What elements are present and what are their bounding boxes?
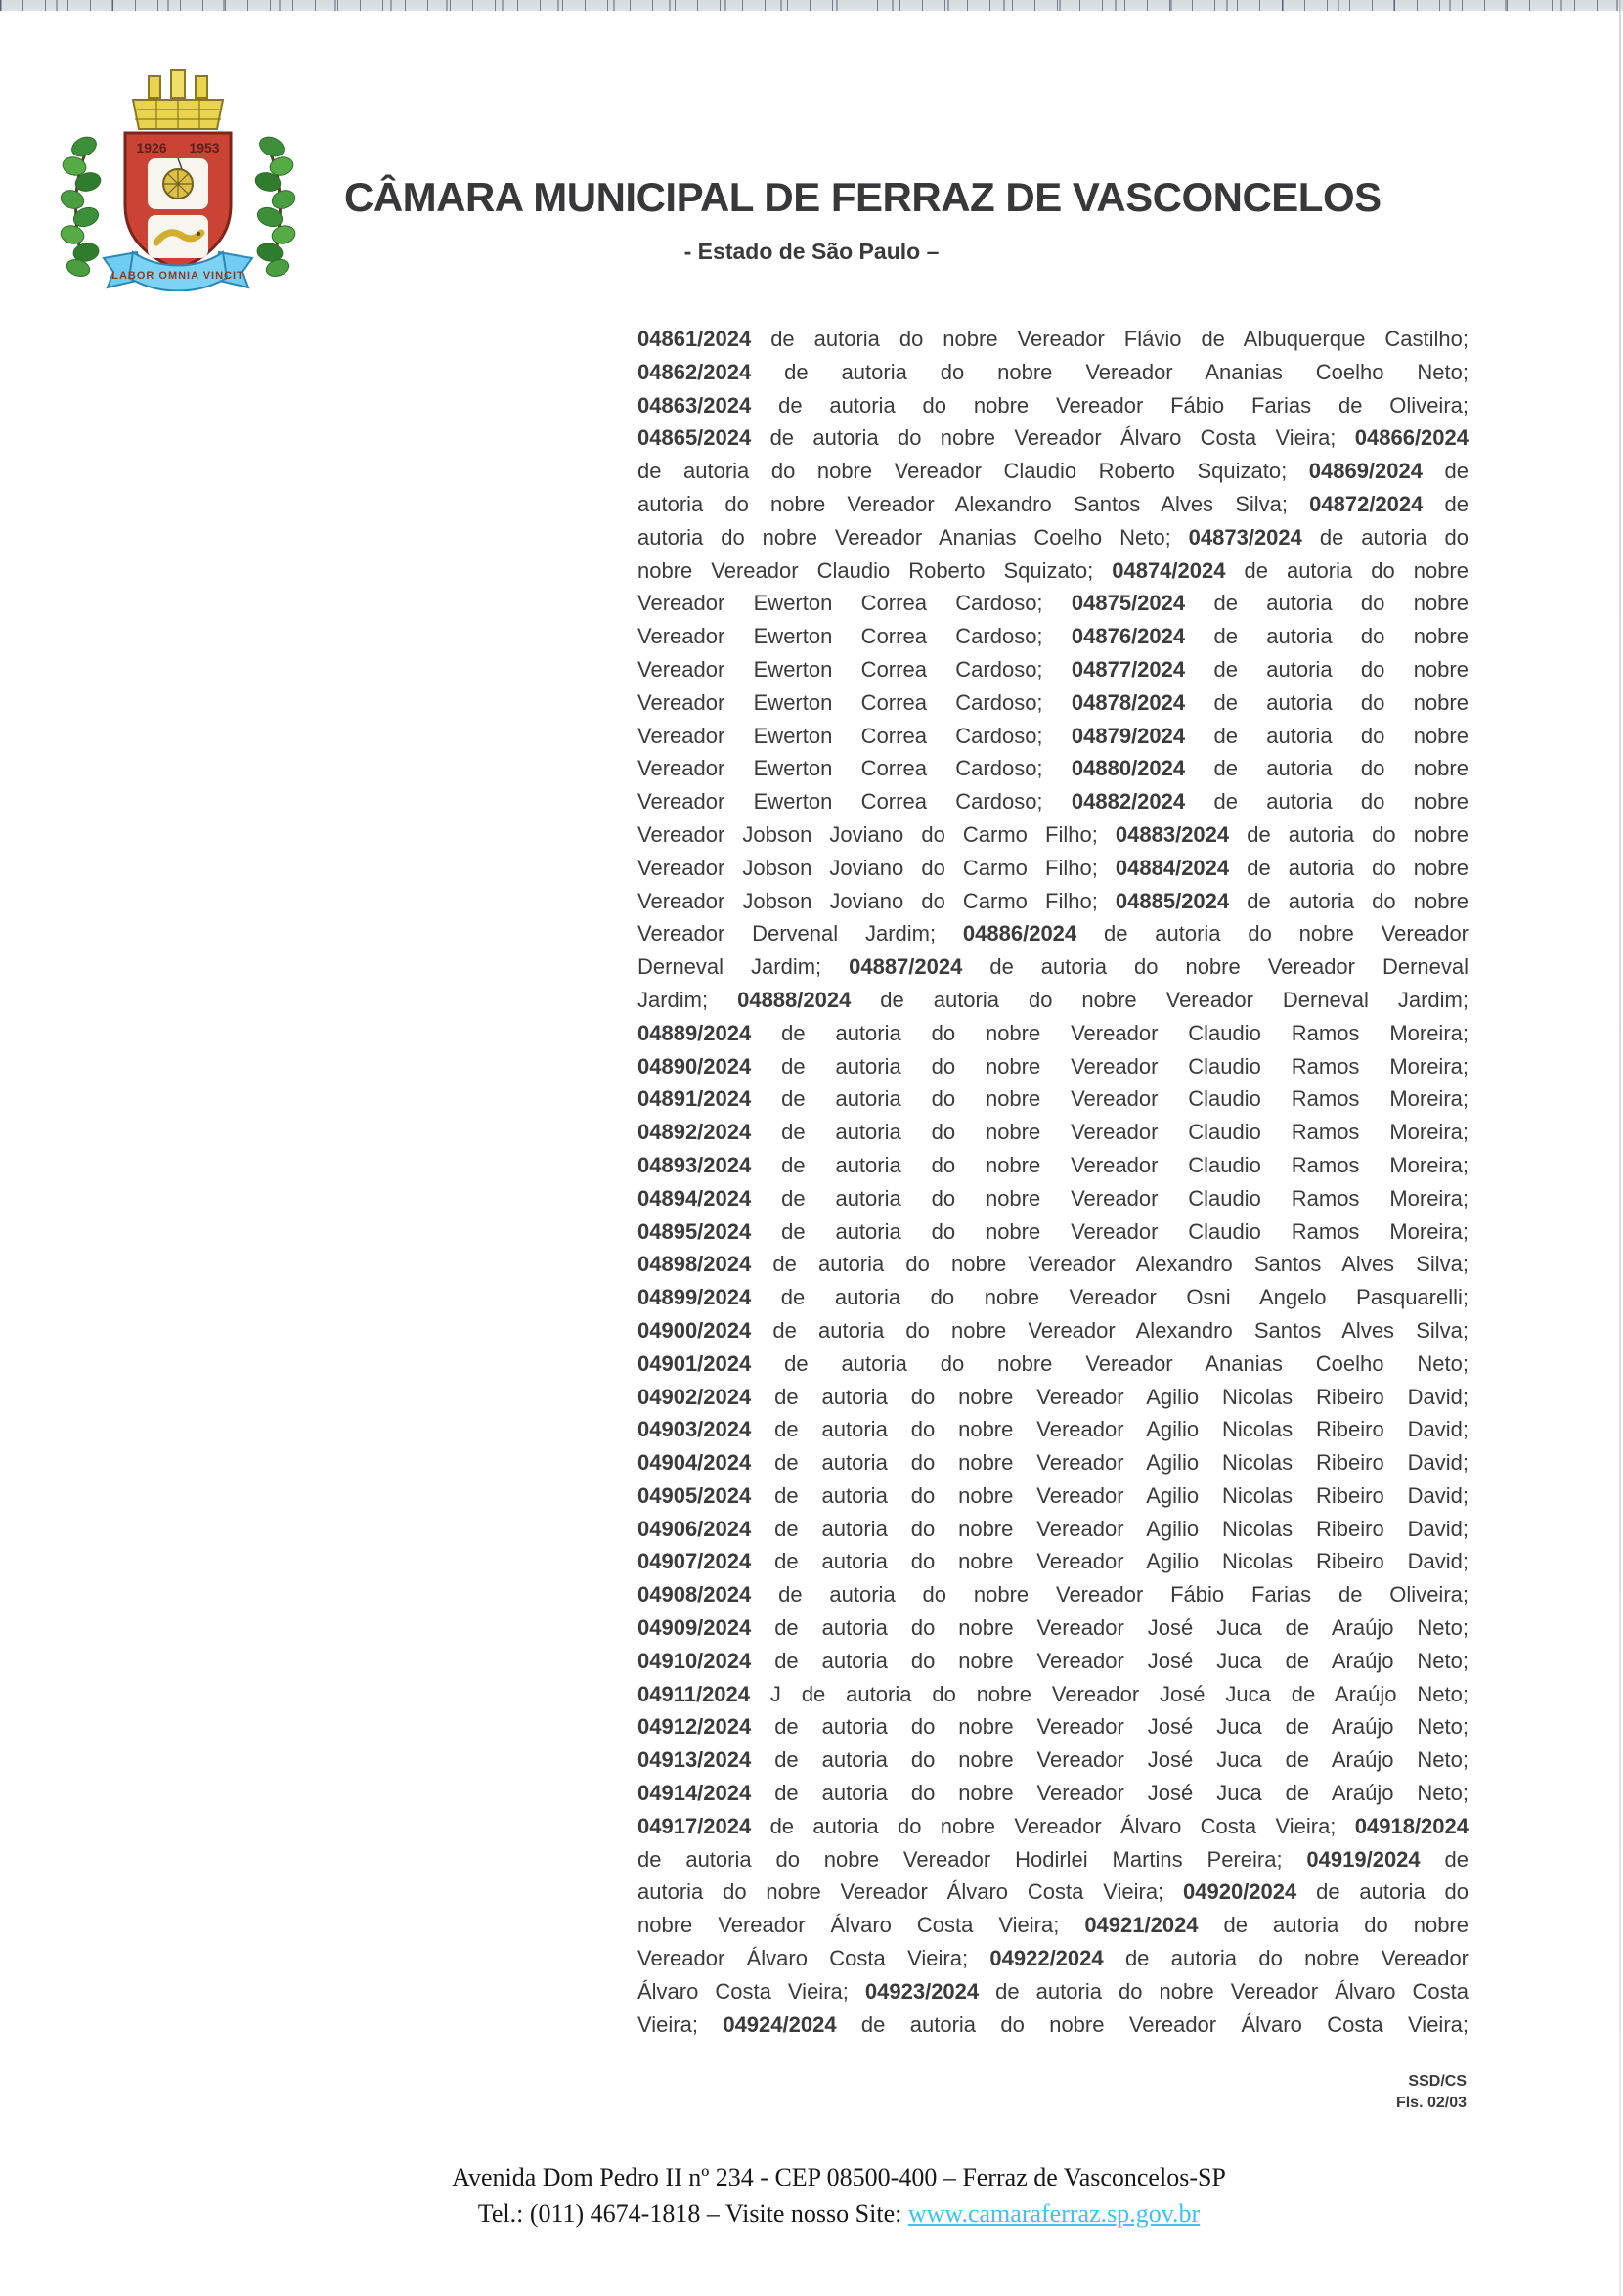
process-number: 04909/2024 <box>637 1615 752 1641</box>
process-number: 04917/2024 <box>637 1813 752 1838</box>
text-line: 04900/2024 de autoria do nobre Vereador Alexandro Santos Alves Silva; <box>637 1317 1469 1343</box>
process-number: 04900/2024 <box>637 1317 752 1343</box>
text-line: de autoria do nobre Vereador Hodirlei Martins Pereira; 04919/2024 de <box>637 1846 1469 1872</box>
process-number: 04924/2024 <box>723 2011 837 2037</box>
text-line: Vereador Ewerton Correa Cardoso; 04880/2024 de autoria do nobre <box>637 756 1469 781</box>
process-number: 04898/2024 <box>637 1252 752 1277</box>
process-number: 04921/2024 <box>1084 1913 1199 1938</box>
text-line: 04911/2024 J de autoria do nobre Vereador José Juca de Araújo Neto; <box>637 1681 1469 1706</box>
process-number: 04891/2024 <box>637 1086 752 1112</box>
process-number: 04901/2024 <box>637 1350 752 1376</box>
text-line: 04903/2024 de autoria do nobre Vereador Agilio Nicolas Ribeiro David; <box>637 1417 1469 1442</box>
text-line: Vereador Ewerton Correa Cardoso; 04876/2024 de autoria do nobre <box>637 624 1469 649</box>
text-line: 04910/2024 de autoria do nobre Vereador José Juca de Araújo Neto; <box>637 1648 1469 1673</box>
text-line: Vereador Dervenal Jardim; 04886/2024 de autoria do nobre Vereador <box>637 921 1469 947</box>
process-number: 04893/2024 <box>637 1152 752 1177</box>
process-number: 04866/2024 <box>1354 425 1469 451</box>
coat-of-arms-icon <box>55 51 301 291</box>
page-title: CÂMARA MUNICIPAL DE FERRAZ DE VASCONCELOS <box>344 174 1382 220</box>
process-number: 04907/2024 <box>637 1549 752 1574</box>
process-number: 04890/2024 <box>637 1053 752 1079</box>
process-number: 04887/2024 <box>849 954 963 980</box>
process-number: 04862/2024 <box>637 359 752 384</box>
process-number: 04892/2024 <box>637 1120 752 1145</box>
text-line: 04899/2024 de autoria do nobre Vereador Osni Angelo Pasquarelli; <box>637 1285 1469 1310</box>
process-number: 04879/2024 <box>1071 723 1186 748</box>
reference-block <box>1396 2071 1467 2114</box>
shield-year-right: 1953 <box>189 140 220 155</box>
process-number: 04863/2024 <box>637 392 752 418</box>
text-line: 04862/2024 de autoria do nobre Vereador Ananias Coelho Neto; <box>637 359 1469 384</box>
process-number: 04902/2024 <box>637 1384 752 1409</box>
process-number: 04872/2024 <box>1309 491 1424 516</box>
process-number: 04903/2024 <box>637 1417 752 1442</box>
text-line: 04892/2024 de autoria do nobre Vereador Claudio Ramos Moreira; <box>637 1120 1469 1145</box>
process-number: 04880/2024 <box>1071 756 1186 781</box>
process-number: 04878/2024 <box>1071 689 1186 715</box>
reference-code: SSD/CS <box>1408 2073 1467 2090</box>
text-line: 04909/2024 de autoria do nobre Vereador José Juca de Araújo Neto; <box>637 1615 1469 1641</box>
text-line: 04863/2024 de autoria do nobre Vereador Fábio Farias de Oliveira; <box>637 392 1469 418</box>
page-number: Fls. 02/03 <box>1395 2095 1467 2111</box>
text-line: 04890/2024 de autoria do nobre Vereador Claudio Ramos Moreira; <box>637 1053 1469 1079</box>
text-line: Vereador Jobson Joviano do Carmo Filho; 04884/2024 de autoria do nobre <box>637 855 1469 880</box>
text-line: Vereador Ewerton Correa Cardoso; 04882/2024 de autoria do nobre <box>637 789 1469 815</box>
process-number: 04883/2024 <box>1115 821 1230 847</box>
text-line: Álvaro Costa Vieira; 04923/2024 de autoria do nobre Vereador Álvaro Costa <box>637 1978 1469 2004</box>
footer-phone: Tel.: (011) 4674-1818 – Visite nosso Site: <box>477 2199 908 2228</box>
text-line: 04865/2024 de autoria do nobre Vereador Álvaro Costa Vieira; 04866/2024 <box>637 425 1469 451</box>
process-number: 04884/2024 <box>1115 855 1230 880</box>
process-number: 04920/2024 <box>1183 1879 1297 1905</box>
text-line: Vereador Jobson Joviano do Carmo Filho; 04883/2024 de autoria do nobre <box>637 821 1469 847</box>
text-line: 04908/2024 de autoria do nobre Vereador Fábio Farias de Oliveira; <box>637 1582 1469 1608</box>
process-number: 04874/2024 <box>1112 557 1226 583</box>
process-number: 04882/2024 <box>1071 789 1186 815</box>
text-line: Vieira; 04924/2024 de autoria do nobre Vereador Álvaro Costa Vieira; <box>637 2011 1469 2037</box>
text-line: 04907/2024 de autoria do nobre Vereador Agilio Nicolas Ribeiro David; <box>637 1549 1469 1574</box>
process-number: 04923/2024 <box>864 1978 980 2004</box>
text-line: 04902/2024 de autoria do nobre Vereador Agilio Nicolas Ribeiro David; <box>637 1384 1469 1409</box>
text-line: Vereador Álvaro Costa Vieira; 04922/2024 de autoria do nobre Vereador <box>637 1946 1469 1971</box>
scan-artifact-top <box>0 0 1623 11</box>
text-line: 04891/2024 de autoria do nobre Vereador Claudio Ramos Moreira; <box>637 1086 1469 1112</box>
text-line: 04914/2024 de autoria do nobre Vereador José Juca de Araújo Neto; <box>637 1781 1469 1806</box>
text-line: Vereador Ewerton Correa Cardoso; 04875/2024 de autoria do nobre <box>637 591 1469 616</box>
text-line: Vereador Ewerton Correa Cardoso; 04879/2024 de autoria do nobre <box>637 723 1469 748</box>
coat-of-arms-logo <box>55 51 301 291</box>
text-line: autoria do nobre Vereador Alexandro Santos Alves Silva; 04872/2024 de <box>637 491 1469 516</box>
process-number: 04918/2024 <box>1354 1813 1469 1838</box>
text-line: 04898/2024 de autoria do nobre Vereador Alexandro Santos Alves Silva; <box>637 1252 1469 1277</box>
process-number: 04922/2024 <box>989 1946 1104 1971</box>
process-number: 04913/2024 <box>637 1747 752 1773</box>
text-line: 04893/2024 de autoria do nobre Vereador Claudio Ramos Moreira; <box>637 1152 1469 1177</box>
text-line: Derneval Jardim; 04887/2024 de autoria do nobre Vereador Derneval <box>637 954 1469 980</box>
document-lines <box>637 323 1469 2041</box>
process-number: 04876/2024 <box>1071 624 1186 649</box>
shield-year-left: 1926 <box>136 140 167 155</box>
process-number: 04886/2024 <box>962 921 1077 947</box>
process-number: 04885/2024 <box>1115 888 1230 913</box>
process-number: 04861/2024 <box>637 327 752 351</box>
text-line: autoria do nobre Vereador Álvaro Costa Vieira; 04920/2024 de autoria do <box>637 1879 1469 1905</box>
page-subtitle: - Estado de São Paulo – <box>683 239 940 264</box>
text-line: Vereador Ewerton Correa Cardoso; 04877/2024 de autoria do nobre <box>637 656 1469 682</box>
crown-icon <box>133 70 223 129</box>
process-number: 04877/2024 <box>1071 656 1186 682</box>
process-number: 04906/2024 <box>637 1516 752 1541</box>
text-line: 04895/2024 de autoria do nobre Vereador Claudio Ramos Moreira; <box>637 1218 1469 1244</box>
text-line: 04917/2024 de autoria do nobre Vereador Álvaro Costa Vieira; 04918/2024 <box>637 1813 1469 1838</box>
process-number: 04912/2024 <box>637 1714 752 1740</box>
process-number: 04873/2024 <box>1188 524 1302 550</box>
process-number: 04919/2024 <box>1306 1846 1421 1872</box>
footer-address: Avenida Dom Pedro II nº 234 - CEP 08500-400 – Ferraz de Vasconcelos-SP <box>452 2163 1226 2191</box>
text-line: 04906/2024 de autoria do nobre Vereador Agilio Nicolas Ribeiro David; <box>637 1516 1469 1541</box>
footer <box>452 2159 1226 2231</box>
process-number: 04914/2024 <box>637 1781 752 1806</box>
text-line: nobre Vereador Claudio Roberto Squizato; 04874/2024 de autoria do nobre <box>637 557 1469 583</box>
footer-contact <box>452 2195 1226 2231</box>
process-number: 04908/2024 <box>637 1582 752 1608</box>
process-number: 04904/2024 <box>637 1450 752 1476</box>
text-line: 04913/2024 de autoria do nobre Vereador José Juca de Araújo Neto; <box>637 1747 1469 1773</box>
scan-artifact-right-edge <box>1619 0 1621 2296</box>
text-line: 04904/2024 de autoria do nobre Vereador Agilio Nicolas Ribeiro David; <box>637 1450 1469 1476</box>
process-number: 04894/2024 <box>637 1185 752 1211</box>
text-line: 04912/2024 de autoria do nobre Vereador José Juca de Araújo Neto; <box>637 1714 1469 1740</box>
text-line: Jardim; 04888/2024 de autoria do nobre Vereador Derneval Jardim; <box>637 987 1469 1012</box>
process-number: 04911/2024 <box>637 1681 751 1706</box>
text-line: de autoria do nobre Vereador Claudio Roberto Squizato; 04869/2024 de <box>637 459 1469 484</box>
text-line: nobre Vereador Álvaro Costa Vieira; 04921/2024 de autoria do nobre <box>637 1913 1469 1938</box>
footer-site-link[interactable]: www.camaraferraz.sp.gov.br <box>907 2199 1201 2228</box>
text-line: autoria do nobre Vereador Ananias Coelho Neto; 04873/2024 de autoria do <box>637 524 1469 550</box>
text-line: Vereador Jobson Joviano do Carmo Filho; 04885/2024 de autoria do nobre <box>637 888 1469 913</box>
process-number: 04888/2024 <box>737 987 852 1012</box>
text-line: Vereador Ewerton Correa Cardoso; 04878/2024 de autoria do nobre <box>637 689 1469 715</box>
process-number: 04865/2024 <box>637 425 752 451</box>
process-number: 04895/2024 <box>637 1218 752 1244</box>
text-line: 04894/2024 de autoria do nobre Vereador Claudio Ramos Moreira; <box>637 1185 1469 1211</box>
process-number: 04875/2024 <box>1071 591 1186 616</box>
process-number: 04905/2024 <box>637 1482 752 1508</box>
text-line: 04889/2024 de autoria do nobre Vereador Claudio Ramos Moreira; <box>637 1020 1469 1045</box>
text-line: 04905/2024 de autoria do nobre Vereador Agilio Nicolas Ribeiro David; <box>637 1482 1469 1508</box>
motto-text: LABOR OMNIA VINCIT <box>111 270 244 282</box>
text-line: 04861/2024 de autoria do nobre Vereador Flávio de Albuquerque Castilho; <box>637 327 1469 351</box>
process-number: 04889/2024 <box>637 1020 752 1045</box>
process-number: 04910/2024 <box>637 1648 752 1673</box>
text-line: 04901/2024 de autoria do nobre Vereador Ananias Coelho Neto; <box>637 1350 1469 1376</box>
process-number: 04899/2024 <box>637 1285 752 1310</box>
process-number: 04869/2024 <box>1308 459 1423 484</box>
